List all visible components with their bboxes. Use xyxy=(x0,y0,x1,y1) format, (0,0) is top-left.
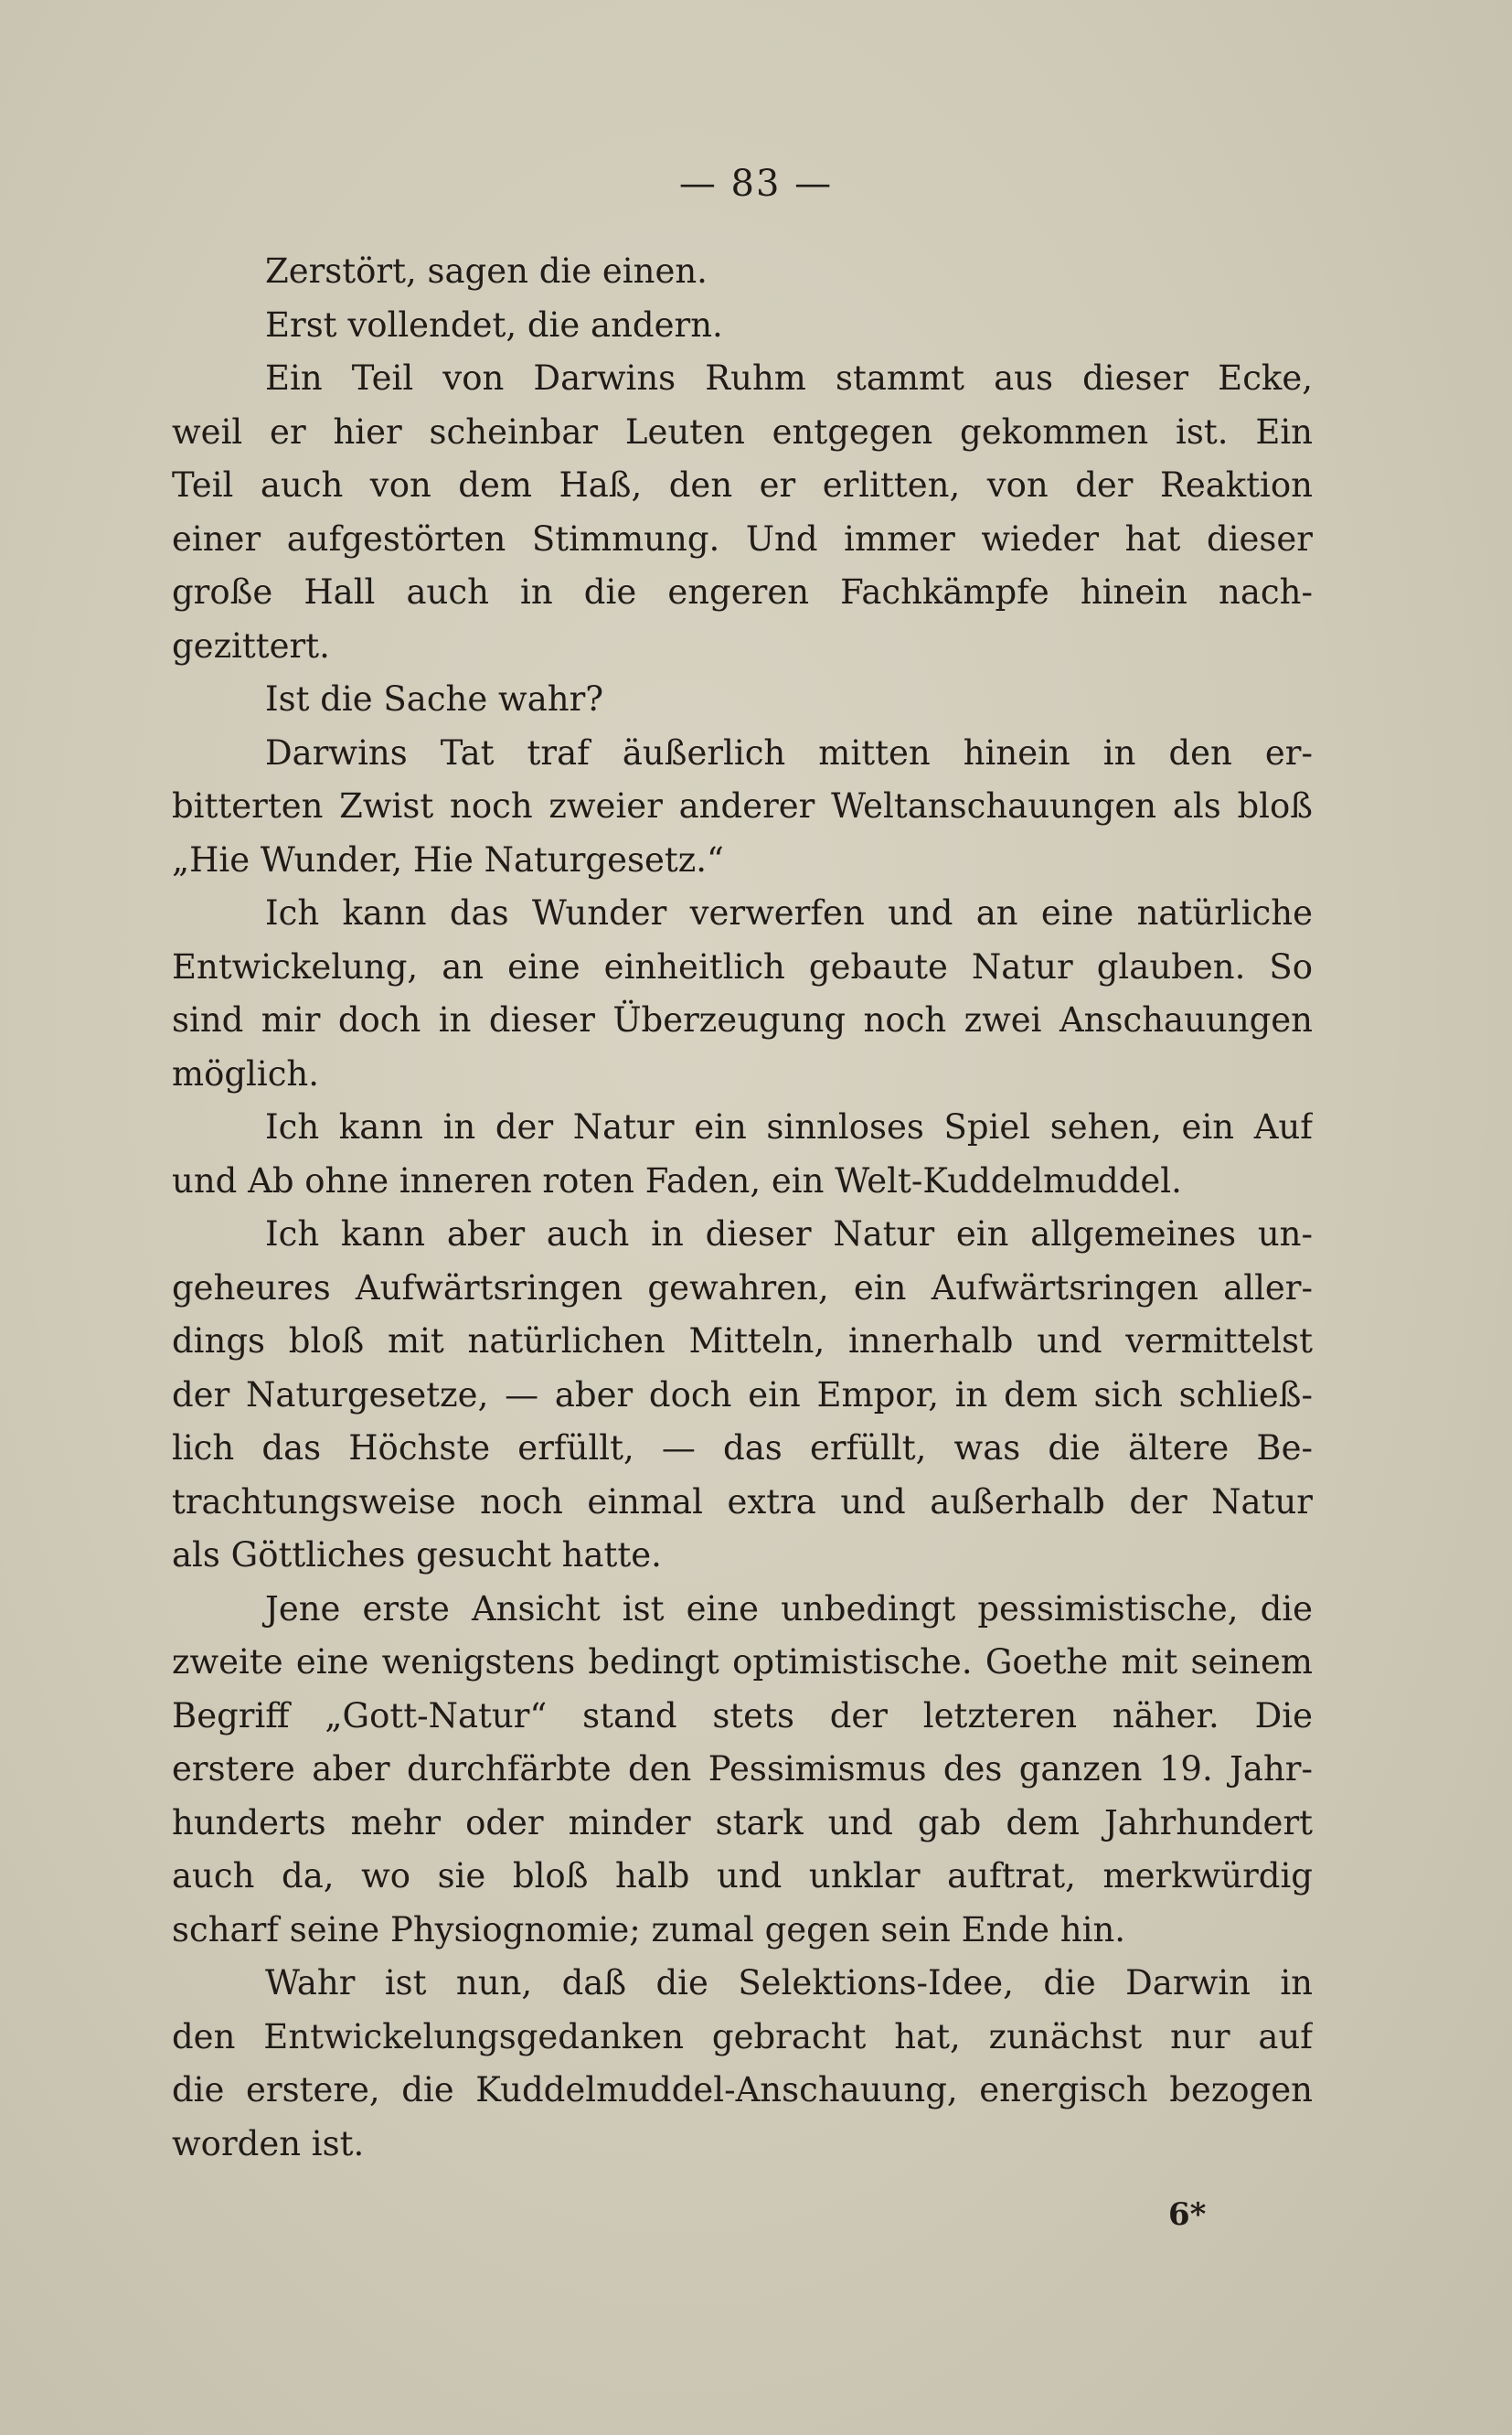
text-line: weil er hier scheinbar Leuten entgegen gekommen ist. Ein xyxy=(172,411,1313,452)
text-line: bitterten Zwist noch zweier anderer Weltanschauungen als bloß xyxy=(172,786,1313,826)
text-line: gezittert. xyxy=(172,625,330,666)
text-line: der Naturgesetze, — aber doch ein Empor, in dem sich schließ- xyxy=(172,1374,1313,1415)
text-line: den Entwickelungsgedanken gebracht hat, zunächst nur auf xyxy=(172,2016,1313,2056)
text-line: scharf seine Physiognomie; zumal gegen sein Ende hin. xyxy=(172,1909,1126,1949)
text-line: Ist die Sache wahr? xyxy=(265,679,604,719)
text-line: Wahr ist nun, daß die Selektions-Idee, die Darwin in xyxy=(265,1963,1313,2002)
text-line: Jene erste Ansicht ist eine unbedingt pessimistische, die xyxy=(265,1588,1313,1629)
body-text xyxy=(172,245,1313,2171)
text-line: Ich kann aber auch in dieser Natur ein allgemeines un- xyxy=(265,1214,1313,1254)
text-line: Zerstört, sagen die einen. xyxy=(265,251,708,291)
text-line: die erstere, die Kuddelmuddel-Anschauung, energisch bezogen xyxy=(172,2070,1313,2109)
text-line: hunderts mehr oder minder stark und gab dem Jahrhundert xyxy=(172,1802,1313,1842)
text-line: trachtungsweise noch einmal extra und außerhalb der Natur xyxy=(172,1481,1313,1522)
text-line: Entwickelung, an eine einheitlich gebaute Natur glauben. So xyxy=(172,946,1313,987)
text-line: möglich. xyxy=(172,1053,320,1094)
text-line: erstere aber durchfärbte den Pessimismus des ganzen 19. Jahr- xyxy=(172,1749,1313,1789)
text-line: einer aufgestörten Stimmung. Und immer wieder hat dieser xyxy=(172,518,1313,559)
text-line: lich das Höchste erfüllt, — das erfüllt, was die ältere Be- xyxy=(172,1428,1313,1468)
text-line: „Hie Wunder, Hie Naturgesetz.“ xyxy=(172,839,724,880)
text-line: geheures Aufwärtsringen gewahren, ein Aufwärtsringen aller- xyxy=(172,1267,1313,1308)
text-line: auch da, wo sie bloß halb und unklar auftrat, merkwürdig xyxy=(172,1856,1313,1896)
text-line: Erst vollendet, die andern. xyxy=(265,304,723,345)
text-line: sind mir doch in dieser Überzeugung noch zwei Anschauungen xyxy=(172,1000,1313,1040)
text-line: Begriff „Gott-Natur“ stand stets der letzteren näher. Die xyxy=(172,1695,1313,1735)
text-line: als Göttliches gesucht hatte. xyxy=(172,1535,662,1575)
text-line: Ich kann in der Natur ein sinnloses Spiel sehen, ein Auf xyxy=(265,1107,1313,1147)
text-line: worden ist. xyxy=(172,2123,365,2163)
text-line: zweite eine wenigstens bedingt optimistische. Goethe mit seinem xyxy=(172,1642,1313,1682)
text-line: Teil auch von dem Haß, den er erlitten, von der Reaktion xyxy=(172,465,1313,505)
text-line: große Hall auch in die engeren Fachkämpfe hinein nach- xyxy=(172,572,1313,612)
text-line: Darwins Tat traf äußerlich mitten hinein in den er- xyxy=(265,732,1313,773)
page-number: — 83 — xyxy=(678,163,834,205)
text-line: und Ab ohne inneren roten Faden, ein Welt-Kuddelmuddel. xyxy=(172,1160,1182,1201)
text-line: Ein Teil von Darwins Ruhm stammt aus dieser Ecke, xyxy=(265,358,1313,398)
text-line: dings bloß mit natürlichen Mitteln, innerhalb und vermittelst xyxy=(172,1321,1313,1361)
signature-mark: 6* xyxy=(1168,2196,1207,2233)
text-line: Ich kann das Wunder verwerfen und an eine natürliche xyxy=(265,893,1313,933)
